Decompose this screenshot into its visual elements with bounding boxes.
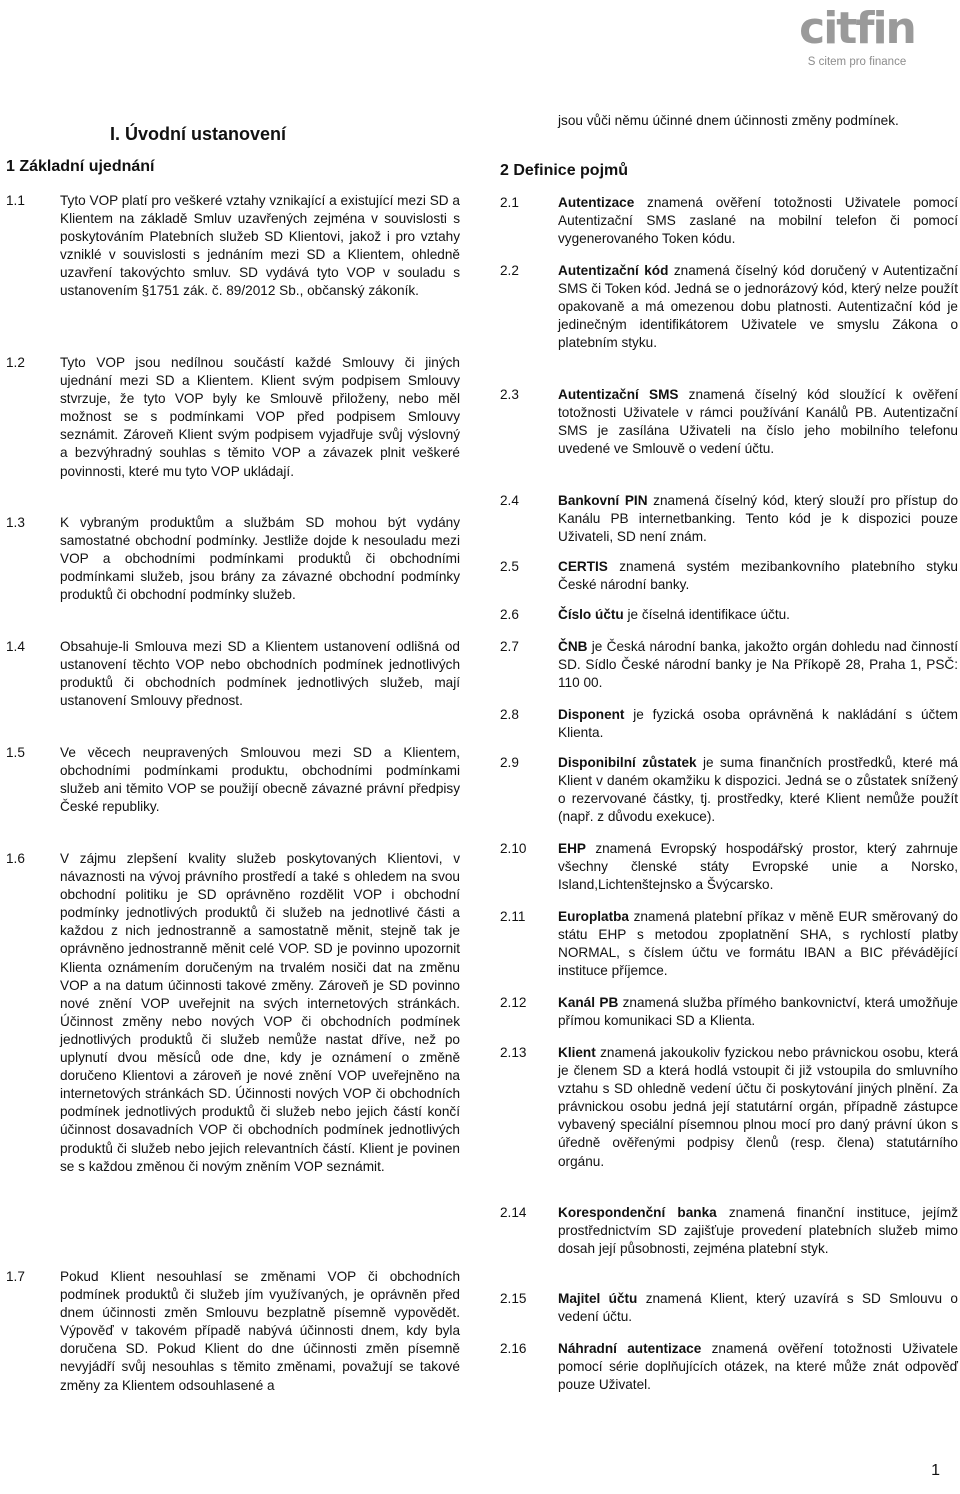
item-number: 2.10 bbox=[500, 841, 527, 856]
item-text: Tyto VOP jsou nedílnou součástí každé Smlouvy či jiných ujednání mezi SD a Klientem. Klient svým podpisem Smlouvy stvrzuje, že tyto VOP byly ke Smlouvě přiloženy, nebo měl možnost se s podmínkami VOP před podpisem Smlouvy seznámit. Zároveň Klient svým podpisem vyjadřuje svůj výslovný a bezvýhradný souhlas s těmito VOP a závazek plnit veškeré povinnosti, které mu tyto VOP ukládají. bbox=[60, 355, 460, 479]
definition-text: je fyzická osoba oprávněná k nakládání s účtem Klienta. bbox=[558, 707, 958, 741]
definition-item bbox=[558, 558, 958, 594]
definition-term: EHP bbox=[558, 841, 586, 856]
definition-term: CERTIS bbox=[558, 559, 608, 574]
item-number: 2.9 bbox=[500, 755, 519, 770]
item-number: 1.3 bbox=[6, 515, 25, 530]
definition-term: Kanál PB bbox=[558, 995, 619, 1010]
definition-term: Bankovní PIN bbox=[558, 493, 648, 508]
item-text: Pokud Klient nesouhlasí se změnami VOP či obchodních podmínek produktů či služeb jím využívaných, je oprávněn před dnem účinnosti změn Smlouvu bezplatně písemně vypovědět. Výpověď v takovém případě nabývá účinnosti dnem, kdy byla doručena SD. Pokud Klient do dne účinnosti změn písemně nevyjádří svůj nesouhlas s těmito změnami, považují se takové změny za Klientem odsouhlasené a bbox=[60, 1269, 460, 1393]
definition-term: Klient bbox=[558, 1045, 596, 1060]
item-number: 1.2 bbox=[6, 355, 25, 370]
definition-item bbox=[558, 1044, 958, 1171]
item-number: 2.12 bbox=[500, 995, 527, 1010]
logo-brand: citfin bbox=[799, 3, 915, 54]
item-number: 2.2 bbox=[500, 263, 519, 278]
section-heading-2: 2 Definice pojmů bbox=[500, 162, 629, 179]
definition-text: je suma finančních prostředků, které má Klient v daném okamžiku k dispozici. Jedná se o zůstatek snížený o rezervované částky, tj. prostředky, které Klient nemůže použít (např. z důvodu exekuce). bbox=[558, 755, 958, 825]
definition-term: Autentizace bbox=[558, 195, 635, 210]
definition-item bbox=[558, 1290, 958, 1326]
definition-text: znamená platební příkaz v měně EUR směrovaný do státu EHP s metodou zpoplatnění SHA, s rychlostí platby NORMAL, s číslem účtu ve formátu IBAN a BIC přévádějící instituce příjemce. bbox=[558, 909, 958, 979]
definition-item bbox=[558, 638, 958, 692]
definition-term: Europlatba bbox=[558, 909, 629, 924]
definition-item bbox=[558, 386, 958, 458]
item-number: 1.1 bbox=[6, 193, 25, 208]
item-number: 2.7 bbox=[500, 639, 519, 654]
definition-term: Autentizační kód bbox=[558, 263, 669, 278]
section-heading-1: 1 Základní ujednání bbox=[6, 158, 155, 175]
definition-item bbox=[558, 492, 958, 546]
part-heading: I. Úvodní ustanovení bbox=[110, 124, 287, 144]
definition-item bbox=[558, 194, 958, 248]
definition-text: znamená ověření totožnosti Uživatele pomocí Autentizační SMS zaslané na mobilní telefon či pomocí vygenerovaného Token kódu. bbox=[558, 195, 958, 247]
item-number: 2.5 bbox=[500, 559, 519, 574]
definition-item bbox=[558, 908, 958, 980]
definition-item bbox=[558, 1340, 958, 1394]
definition-text: znamená služba přímého bankovnictví, která umožňuje přímou komunikaci SD a Klienta. bbox=[558, 995, 958, 1029]
item-number: 2.11 bbox=[500, 909, 526, 924]
item-number: 2.4 bbox=[500, 493, 519, 508]
item-text: Ve věcech neupravených Smlouvou mezi SD a Klientem, obchodními podmínkami produktu, obchodními podmínkami služeb ani těmito VOP se použijí obecně závazné právní předpisy České republiky. bbox=[60, 745, 460, 815]
page-number: 1 bbox=[931, 1462, 940, 1479]
item-number: 2.16 bbox=[500, 1341, 527, 1356]
definition-text: znamená finanční instituce, jejímž prostřednictvím SD zajišťuje provedení platebních služeb mimo dosah její působnosti, zejména platební styk. bbox=[558, 1205, 958, 1257]
item-number: 1.6 bbox=[6, 851, 25, 866]
definition-term: Disponibilní zůstatek bbox=[558, 755, 697, 770]
item-number: 2.1 bbox=[500, 195, 519, 210]
item-number: 1.5 bbox=[6, 745, 25, 760]
definition-text: je Česká národní banka, jakožto orgán dohledu nad činností SD. Sídlo České národní banky je Na Příkopě 28, Praha 1, PSČ: 110 00. bbox=[558, 639, 958, 691]
definition-term: Náhradní autentizace bbox=[558, 1341, 702, 1356]
definition-item bbox=[558, 994, 958, 1030]
item-number: 2.8 bbox=[500, 707, 519, 722]
definition-item bbox=[558, 706, 958, 742]
item-number: 2.13 bbox=[500, 1045, 527, 1060]
definition-item bbox=[558, 754, 958, 826]
definition-term: Korespondenční banka bbox=[558, 1205, 717, 1220]
definition-text: znamená číselný kód, který slouží pro přístup do Kanálu PB internetbanking. Tento kód je k dispozici pouze Uživateli, SD není znám. bbox=[558, 493, 959, 545]
definition-text: znamená Klient, který uzavírá s SD Smlouvu o vedení účtu. bbox=[558, 1291, 958, 1325]
citfin-logo bbox=[782, 4, 932, 68]
logo-tagline: S citem pro finance bbox=[807, 56, 907, 68]
definition-text: znamená číselný kód doručený v Autentizační SMS či Token kód. Jedná se o jednorázový kód, který nelze použít opakovaně a má omezenou dobu platnosti. Autentizační kód je jedinečným identifikátorem Uživatele ve smyslu Zákona o platebním styku. bbox=[558, 263, 958, 351]
definition-item bbox=[558, 840, 958, 894]
definition-term: Disponent bbox=[558, 707, 625, 722]
item-number: 2.6 bbox=[500, 607, 519, 622]
item-number: 1.4 bbox=[6, 639, 25, 654]
continuation-text: jsou vůči němu účinné dnem účinnosti změny podmínek. bbox=[558, 113, 899, 128]
item-text: Tyto VOP platí pro veškeré vztahy vznikající a existující mezi SD a Klientem na základě Smluv uzavřených zejména v souvislosti s poskytováním Platebních služeb SD Klientovi, jakož i pro vztahy vzniklé v souvislosti s jednáním mezi SD a Klientem, ohledně uzavření takovýchto smluv. SD vydává tyto VOP v souladu s ustanovením §1751 zák. č. 89/2012 Sb., občanský zákoník. bbox=[60, 193, 460, 299]
item-text: K vybraným produktům a službám SD mohou být vydány samostatné obchodní podmínky. Jestliže dojde k nesouladu mezi VOP a obchodními podmínkami produktů či obchodními podmínkami služeb, jsou brány za závazné obchodní podmínky produktů či obchodní podmínky služeb. bbox=[60, 515, 460, 603]
definition-text: znamená jakoukoliv fyzickou nebo právnickou osobu, která je členem SD a která hodlá vstoupit či již vstoupila do smluvního vztahu s SD ohledně vedení účtu či poskytování jiných plnění. Za právnickou osobu jedná její statutární orgán, případně zástupce vybavený speciální písemnou plnou mocí pro daný právní úkon s úředně ověřenými podpisy členů (resp. člena) statutárního orgánu. bbox=[558, 1045, 958, 1169]
item-text: Obsahuje-li Smlouva mezi SD a Klientem ustanovení odlišná od ustanovení těchto VOP nebo obchodních podmínek jednotlivých produktů či obchodních podmínek jednotlivých služeb, mají ustanovení Smlouvy přednost. bbox=[60, 639, 460, 709]
item-number: 2.14 bbox=[500, 1205, 527, 1220]
definition-item bbox=[558, 262, 958, 352]
definition-item bbox=[558, 1204, 958, 1258]
definition-term: Majitel účtu bbox=[558, 1291, 638, 1306]
item-number: 1.7 bbox=[6, 1269, 25, 1284]
definition-term: Autentizační SMS bbox=[558, 387, 679, 402]
item-text: V zájmu zlepšení kvality služeb poskytovaných Klientovi, v návaznosti na vývoj právního prostředí a také s ohledem na svou obchodní politiku je SD oprávněno rozdělit VOP i obchodní podmínky jednotlivých produktů či služeb na jednotlivé části a každou z nich jednostranně a samostatně měnit, stejně tak je oprávněno jednostranně měnit celé VOP. SD je povinno upozornit Klienta oznámením doručeným na trvalém nosiči dat na změnu VOP a na datum účinnosti takové změny. Zároveň je SD povinno nové znění VOP uveřejnit na svých internetových stránkách. Účinnost změny nebo nových VOP či obchodních podmínek jednotlivých produktů či služeb nemůže nastat dříve, než po uplynutí dvou měsíců ode dne, kdy je oznámení o změně doručeno Klientovi a zároveň je nové znění VOP uveřejněno na internetových stránkách SD. Účinnosti nových VOP či obchodních podmínek jednotlivých produktů či služeb nebo jejich částí končí účinnost dosavadních VOP či obchodních podmínek jednotlivých produktů či služeb nebo jejich relevantních částí. Klient je povinen se s každou změnou či novým zněním VOP seznámit. bbox=[60, 851, 460, 1174]
definition-text: znamená Evropský hospodářský prostor, který zahrnuje všechny členské státy Evropské unie a Norsko, Island,Lichtenštejnsko a Švýcarsko. bbox=[558, 841, 958, 893]
definition-text: je číselná identifikace účtu. bbox=[623, 607, 790, 622]
definition-text: znamená systém mezibankovního platebního styku České národní banky. bbox=[558, 559, 958, 593]
definition-term: ČNB bbox=[558, 639, 588, 654]
definition-term: Číslo účtu bbox=[558, 607, 624, 622]
item-number: 2.15 bbox=[500, 1291, 527, 1306]
definition-text: znamená ověření totožnosti Uživatele pomocí série doplňujících otázek, na které může znát odpověď pouze Uživatel. bbox=[558, 1341, 958, 1393]
definition-item bbox=[558, 606, 958, 624]
item-number: 2.3 bbox=[500, 387, 519, 402]
definition-text: znamená číselný kód sloužící k ověření totožnosti Uživatele v rámci používání Kanálů PB. Autentizační SMS je zasílána Uživateli na číslo jeho mobilního telefonu uvedené ve Smlouvě o vedení účtu. bbox=[558, 387, 959, 457]
